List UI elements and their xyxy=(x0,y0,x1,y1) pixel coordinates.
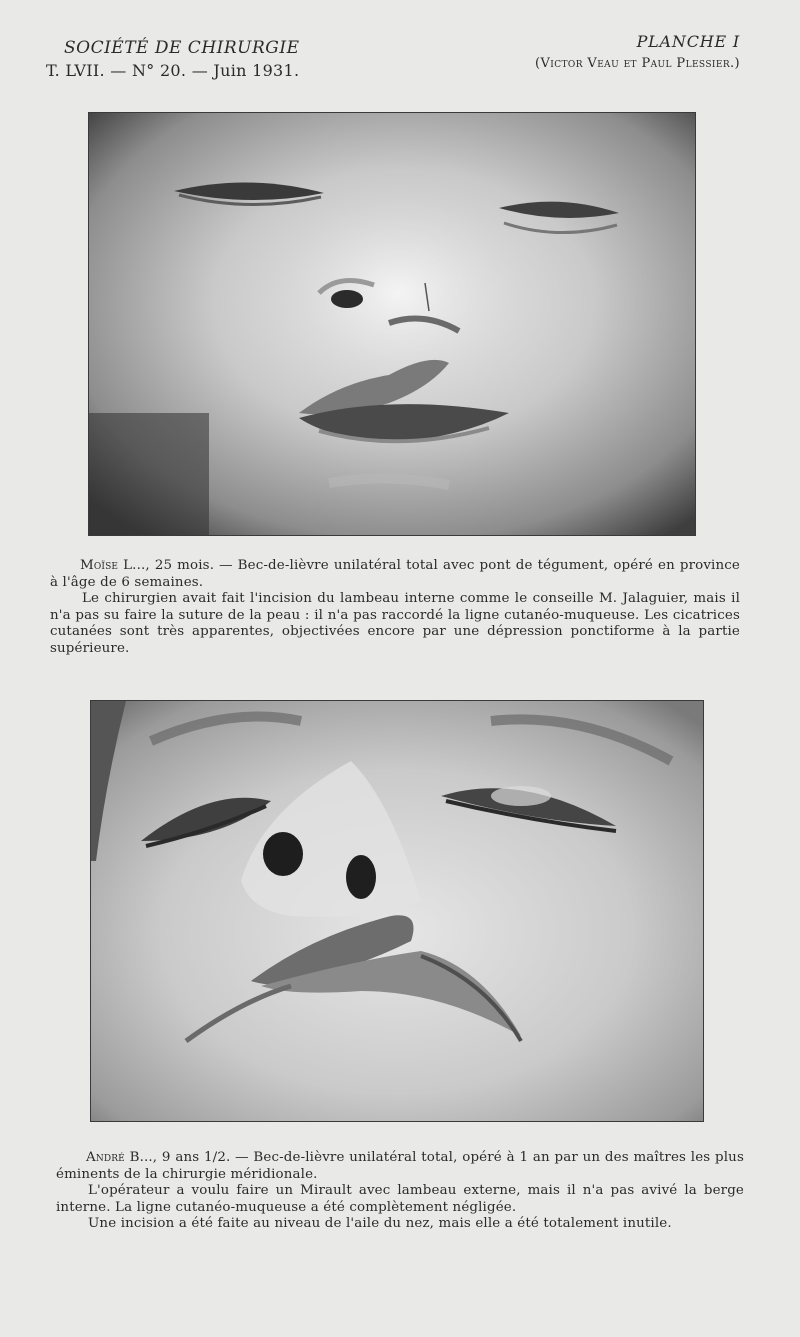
plate-number: PLANCHE I xyxy=(636,32,740,51)
society-name: SOCIÉTÉ DE CHIRURGIE xyxy=(64,38,300,58)
caption-1-text: 25 mois. — Bec-de-lièvre unilatéral total avec pont de tégument, opéré en province à l'âge de 6 semaines. xyxy=(50,558,740,590)
caption-2-para-3: Une incision a été faite au niveau de l'aile du nez, mais elle a été totalement inutile. xyxy=(88,1216,672,1231)
caption-1-patient-name: Moïse L..., xyxy=(80,558,150,573)
caption-2-para-1 xyxy=(56,1150,744,1183)
caption-1-para-2: Le chirurgien avait fait l'incision du lambeau interne comme le conseille M. Jalaguier, mais il n'a pas su faire la suture de la peau : il n'a pas raccordé la ligne cutanéo-muqueuse. Les cicatrices cutanées sont très apparentes, objectivées encore par une dépression ponctiforme à la partie supérieure. xyxy=(50,591,740,656)
caption-1-para-1 xyxy=(50,558,740,591)
caption-1 xyxy=(50,558,740,657)
caption-2-patient-name: André B..., xyxy=(86,1150,158,1165)
clinical-photo-1 xyxy=(88,112,696,536)
issue-info: T. LVII. — N° 20. — Juin 1931. xyxy=(46,61,300,80)
caption-2 xyxy=(56,1150,744,1233)
caption-2-para-2: L'opérateur a voulu faire un Mirault avec lambeau externe, mais il n'a pas avivé la berge interne. La ligne cutanéo-muqueuse a été complètement négligée. xyxy=(56,1183,744,1215)
journal-header xyxy=(46,38,366,80)
caption-2-text: 9 ans 1/2. — Bec-de-lièvre unilatéral total, opéré à 1 an par un des maîtres les plus éminents de la chirurgie méridionale. xyxy=(56,1150,744,1182)
clinical-photo-2 xyxy=(90,700,704,1122)
authors: (Victor Veau et Paul Plessier.) xyxy=(535,56,740,71)
plate-header xyxy=(420,32,740,71)
